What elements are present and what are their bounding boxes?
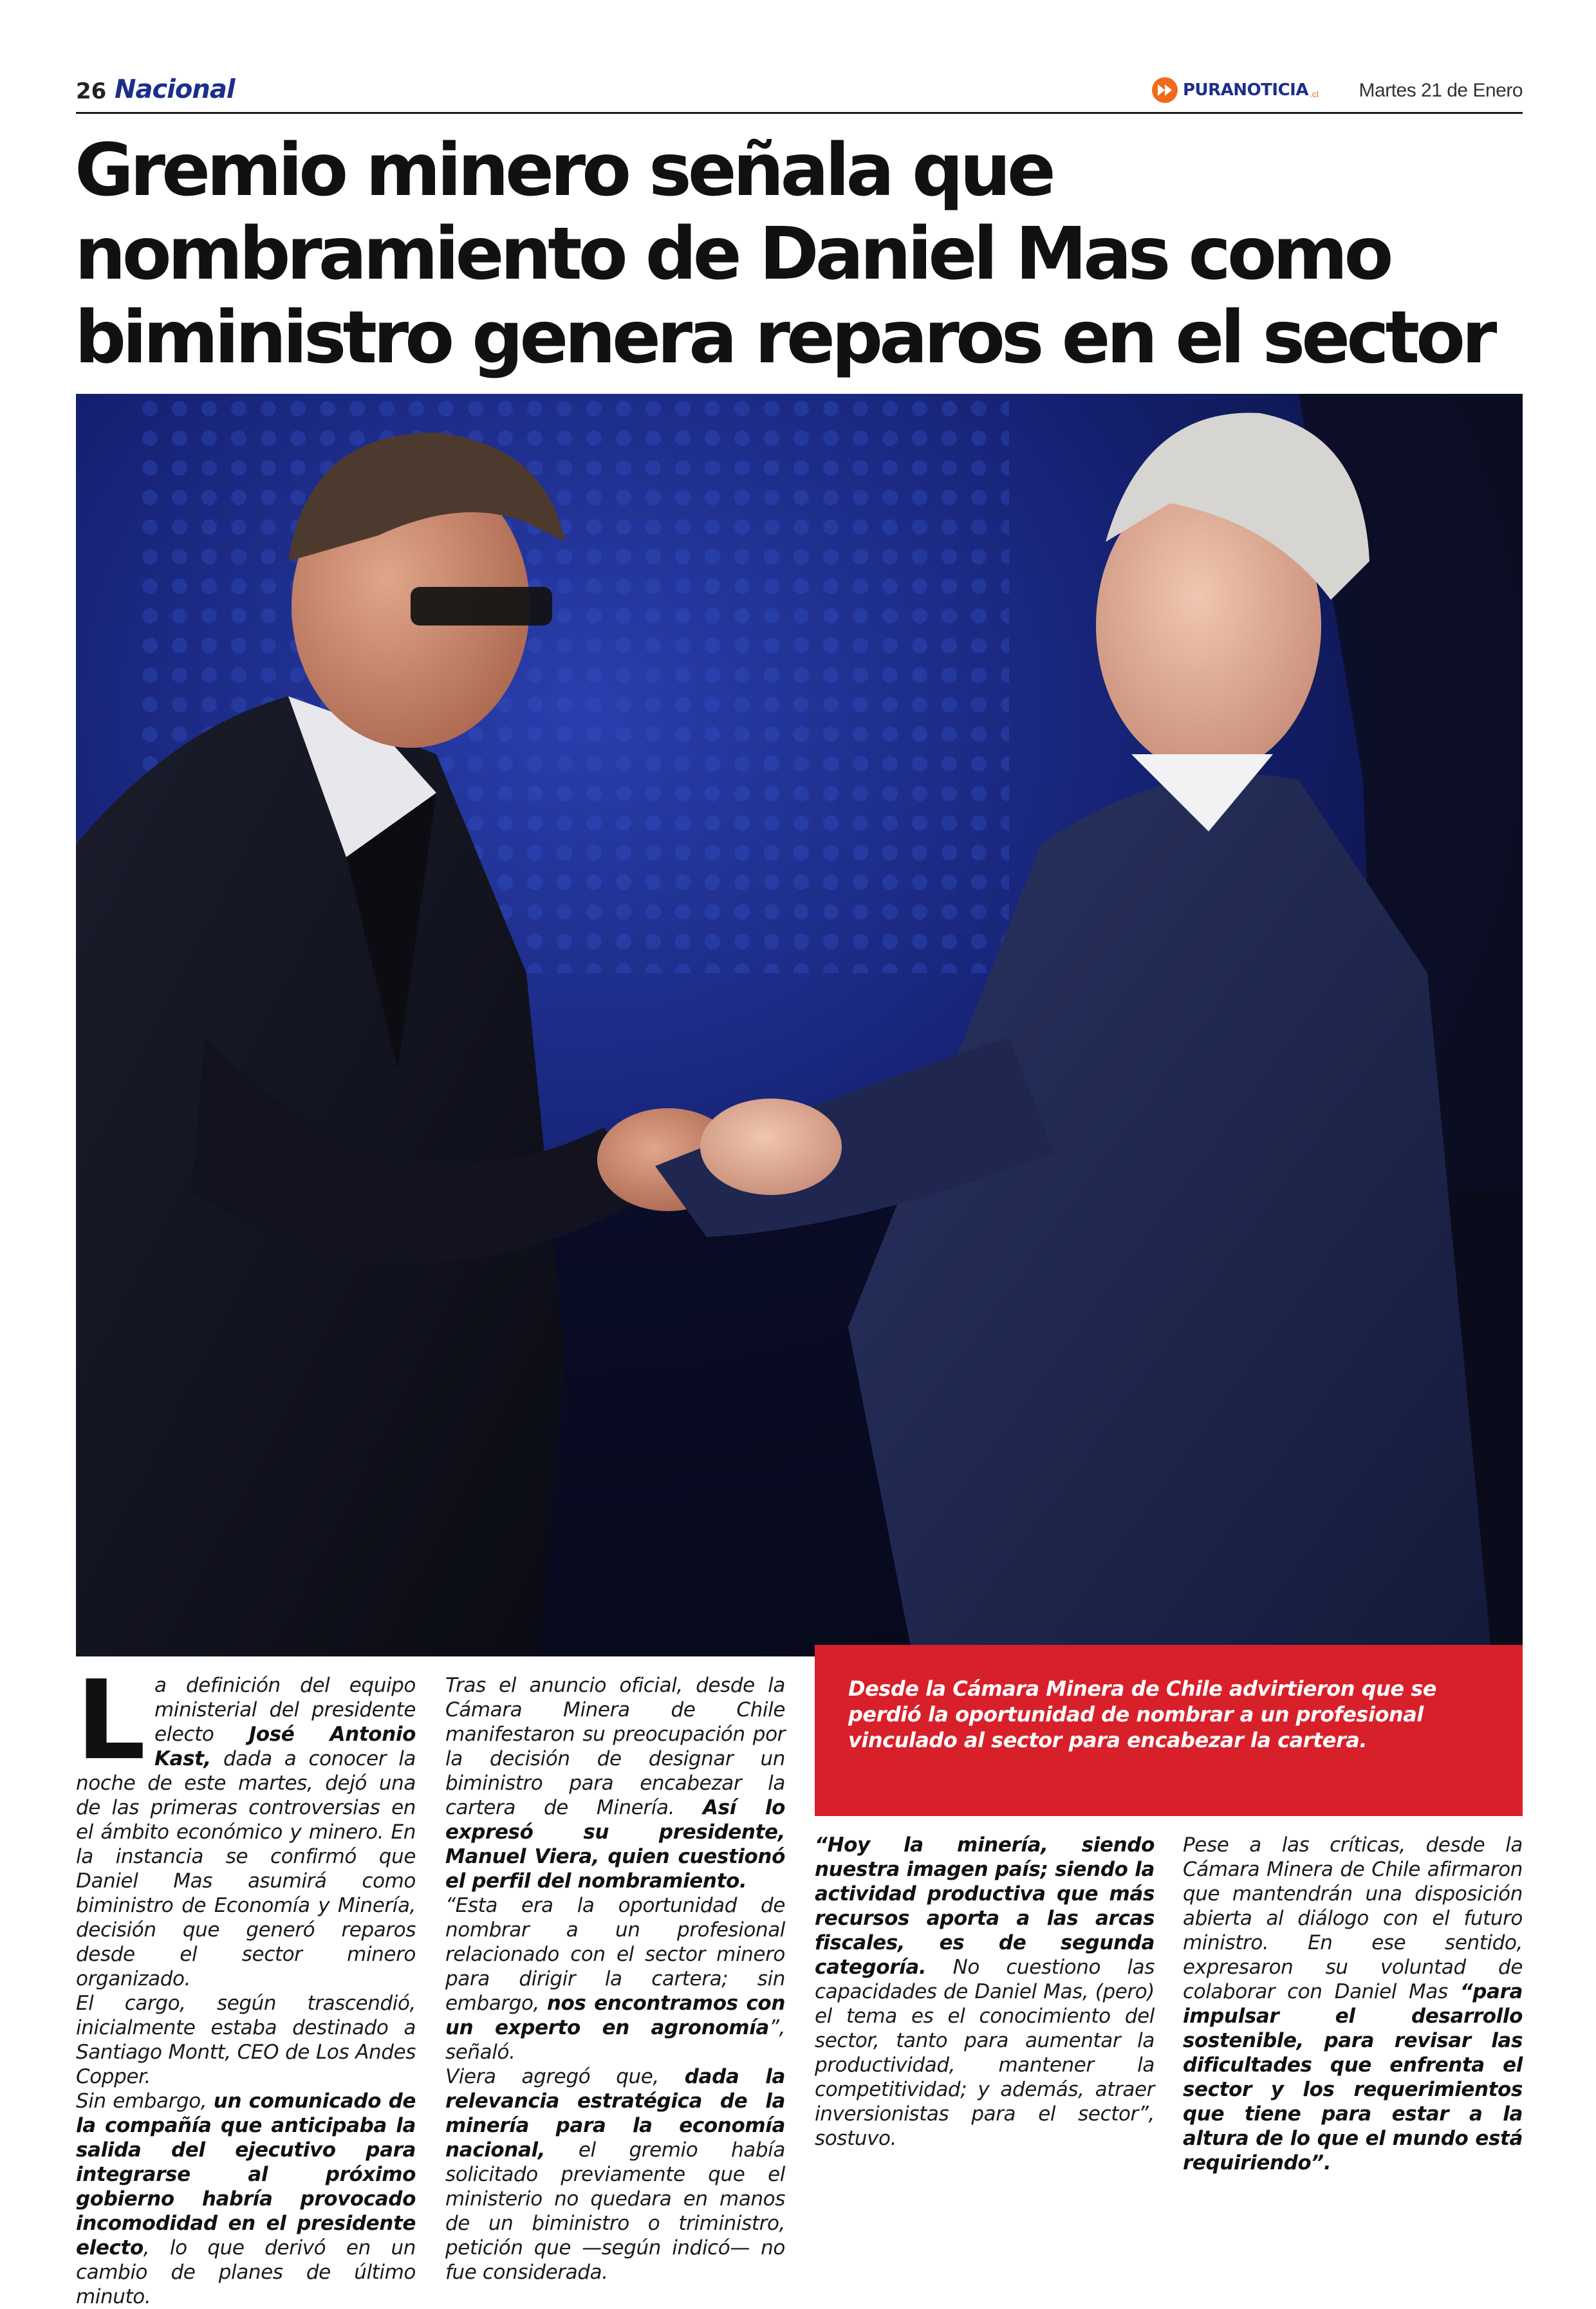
double-chevron-icon	[1152, 77, 1178, 103]
paragraph: Viera agregó que, dada la relevancia estratégica de la minería para la economía nacional, el gremio había solicitado previamente que el ministerio no quedara en manos de un biministro o triministro, petición que —según indicó— no fue considerada.	[445, 2065, 785, 2284]
paragraph: Tras el anuncio oficial, desde la Cámara Minera de Chile manifestaron su preocupación por la decisión de designar un biministro para encabezar la cartera de Minería. Así lo expresó su presidente, Manuel Viera, quien cuestionó el perfil del nombramiento.	[445, 1674, 785, 1893]
article-headline: Gremio minero señala que nombramiento de Daniel Mas como biministro genera reparos en el sector	[75, 129, 1494, 380]
issue-date: Martes 21 de Enero	[1359, 80, 1523, 101]
pull-quote-box	[815, 1645, 1523, 1816]
page-header	[76, 75, 1523, 112]
article-column-3	[815, 1833, 1155, 2151]
article-column-1	[76, 1657, 416, 2309]
paragraph: “Esta era la oportunidad de nombrar a un profesional relacionado con el sector minero para dirigir la cartera; sin embargo, nos encontramos con un experto en agronomía”, señaló.	[445, 1894, 785, 2064]
article-column-2	[445, 1673, 785, 2285]
paragraph: Sin embargo, un comunicado de la compañía que anticipaba la salida del ejecutivo para integrarse al próximo gobierno habría provocado incomodidad en el presidente electo, lo que derivó en un cambio de planes de último minuto.	[76, 2090, 416, 2308]
paragraph: La definición del equipo ministerial del presidente electo José Antonio Kast, dada a conocer la noche de este martes, dejó una de las primeras controversias en el ámbito económico y minero. En la instancia se confirmó que Daniel Mas asumirá como biministro de Economía y Minería, decisión que generó reparos desde el sector minero organizado.	[76, 1657, 416, 1990]
article-photo	[76, 394, 1523, 1656]
page-number: 26	[76, 79, 107, 104]
header-divider	[76, 112, 1523, 114]
drop-cap: L	[76, 1657, 145, 1785]
paragraph: Pese a las críticas, desde la Cámara Minera de Chile afirmaron que mantendrán una disposición abierta al diálogo con el futuro ministro. En ese sentido, expresaron su voluntad de colaborar con Daniel Mas “para impulsar el desarrollo sostenible, para revisar las dificultades que enfrenta el sector y los requerimientos que tiene para estar a la altura de lo que el mundo está requiriendo”.	[1183, 1833, 1523, 2175]
article-column-4	[1183, 1833, 1523, 2175]
logo-text: PURANOTICIA	[1183, 80, 1308, 100]
publication-logo	[1152, 76, 1319, 104]
section-name: Nacional	[115, 75, 235, 104]
paragraph: El cargo, según trascendió, inicialmente estaba destinado a Santiago Montt, CEO de Los Andes Copper.	[76, 1992, 416, 2088]
pull-quote-text: Desde la Cámara Minera de Chile advirtieron que se perdió la oportunidad de nombrar a un profesional vinculado al sector para encabezar la cartera.	[848, 1676, 1436, 1752]
logo-suffix: .cl	[1309, 89, 1319, 99]
paragraph: “Hoy la minería, siendo nuestra imagen país; siendo la actividad productiva que más recursos aporta a las arcas fiscales, es de segunda categoría. No cuestiono las capacidades de Daniel Mas, (pero) el tema es el conocimiento del sector, tanto para aumentar la productividad, mantener la competitividad; y además, atraer inversionistas para el sector”, sostuvo.	[815, 1833, 1155, 2150]
